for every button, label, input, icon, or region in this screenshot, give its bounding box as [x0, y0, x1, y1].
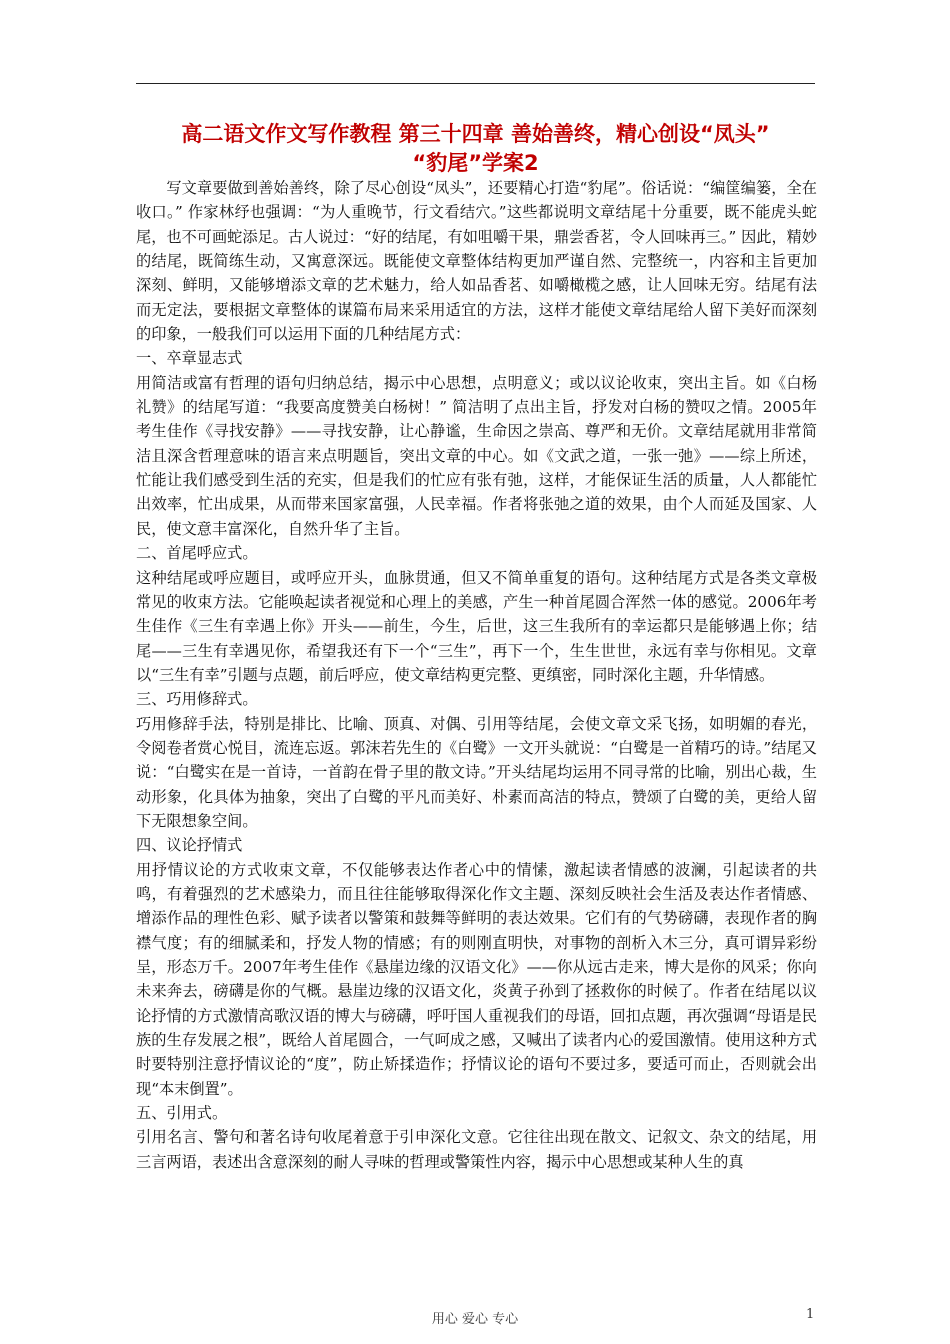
document-body [136, 176, 817, 1174]
section-heading-4: 四、议论抒情式 [136, 836, 243, 855]
section-heading-3: 三、巧用修辞式。 [136, 690, 258, 709]
section-paragraph-1: 用简洁或富有哲理的语句归纳总结，揭示中心思想，点明意义；或以议论收束，突出主旨。如《白杨礼赞》的结尾写道：“我要高度赞美白杨树！” 简洁明了点出主旨，抒发对白杨的赞叹之情。2005年考生佳作《寻找安静》——寻找安静，让心静谧，生命因之崇高、尊严和无价。文章结尾就用非常简洁且深含哲理意味的语言来点明题旨，突出文章的中心。如《文武之道，一张一弛》——综上所述，忙能让我们感受到生活的充实，但是我们的忙应有张有弛，这样，才能保证生活的质量，人人都能忙出效率，忙出成果，从而带来国家富强，人民幸福。作者将张弛之道的效果，由个人而延及国家、人民，使文意丰富深化，自然升华了主旨。 [136, 373, 817, 538]
section-paragraph-2: 这种结尾或呼应题目，或呼应开头，血脉贯通，但又不简单重复的语句。这种结尾方式是各类文章极常见的收束方法。它能唤起读者视觉和心理上的美感，产生一种首尾圆合浑然一体的感觉。2006年考生佳作《三生有幸遇上你》开头——前生，今生，后世，这三生我所有的幸运都只是能够遇上你；结尾——三生有幸遇见你，希望我还有下一个“三生”，再下一个，生生世世，永远有幸与你相见。文章以“三生有幸”引题与点题，前后呼应，使文章结构更完整、更缜密，同时深化主题，升华情感。 [136, 568, 817, 684]
title-line-2: “豹尾”学案2 [412, 151, 539, 175]
section-paragraph-4: 用抒情议论的方式收束文章，不仅能够表达作者心中的情愫，激起读者情感的波澜，引起读者的共鸣，有着强烈的艺术感染力，而且往往能够取得深化作文主题、深刻反映社会生活及表达作者情感、增添作品的理性色彩、赋予读者以警策和鼓舞等鲜明的表达效果。它们有的气势磅礴，表现作者的胸襟气度；有的细腻柔和，抒发人物的情感；有的则刚直明快，对事物的剖析入木三分，真可谓异彩纷呈，形态万千。2007年考生佳作《悬崖边缘的汉语文化》——你从远古走来，博大是你的风采；你向未来奔去，磅礴是你的气概。悬崖边缘的汉语文化，炎黄子孙到了拯救你的时候了。作者在结尾以议论抒情的方式激情高歌汉语的博大与磅礴，呼吁国人重视我们的母语，回扣点题，再次强调“母语是民族的生存发展之根”，既给人首尾圆合，一气呵成之感，又喊出了读者内心的爱国激情。使用这种方式时要特别注意抒情议论的“度”，防止矫揉造作；抒情议论的语句不要过多，要适可而止，否则就会出现“本末倒置”。 [136, 860, 817, 1098]
footer-text: 用心 爱心 专心 [431, 1312, 519, 1327]
section-heading-1: 一、卒章显志式 [136, 349, 243, 368]
header-rule [136, 83, 815, 84]
document-title [136, 120, 815, 178]
section-heading-2: 二、首尾呼应式。 [136, 544, 258, 563]
section-heading-5: 五、引用式。 [136, 1104, 228, 1123]
page-number: 1 [806, 1307, 815, 1322]
section-paragraph-3: 巧用修辞手法，特别是排比、比喻、顶真、对偶、引用等结尾，会使文章文采飞扬，如明媚的春光，令阅卷者赏心悦目，流连忘返。郭沫若先生的《白鹭》一文开头就说：“白鹭是一首精巧的诗。”结尾又说：“白鹭实在是一首诗，一首韵在骨子里的散文诗。”开头结尾均运用不同寻常的比喻，别出心裁，生动形象，化具体为抽象，突出了白鹭的平凡而美好、朴素而高洁的特点，赞颂了白鹭的美，更给人留下无限想象空间。 [136, 714, 817, 830]
title-line-1: 高二语文作文写作教程 第三十四章 善始善终，精心创设“凤头” [181, 122, 770, 146]
intro-paragraph: 写文章要做到善始善终，除了尽心创设“凤头”，还要精心打造“豹尾”。俗话说：“编筐编篓，全在收口。” 作家林纾也强调：“为人重晚节，行文看结穴。”这些都说明文章结尾十分重要，既不能虎头蛇尾，也不可画蛇添足。古人说过：“好的结尾，有如咀嚼干果，鼎尝香茗，令人回味再三。” 因此，精妙的结尾，既简练生动，又寓意深远。既能使文章整体结构更加严谨自然、完整统一，内容和主旨更加深刻、鲜明，又能够增添文章的艺术魅力，给人如品香茗、如嚼橄榄之感，让人回味无穷。结尾有法而无定法，要根据文章整体的谋篇布局来采用适宜的方法，这样才能使文章结尾给人留下美好而深刻的印象，一般我们可以运用下面的几种结尾方式： [136, 179, 818, 344]
section-paragraph-5: 引用名言、警句和著名诗句收尾着意于引申深化文意。它往往出现在散文、记叙文、杂文的结尾，用三言两语，表述出含意深刻的耐人寻味的哲理或警策性内容，揭示中心思想或某种人生的真 [136, 1128, 817, 1171]
